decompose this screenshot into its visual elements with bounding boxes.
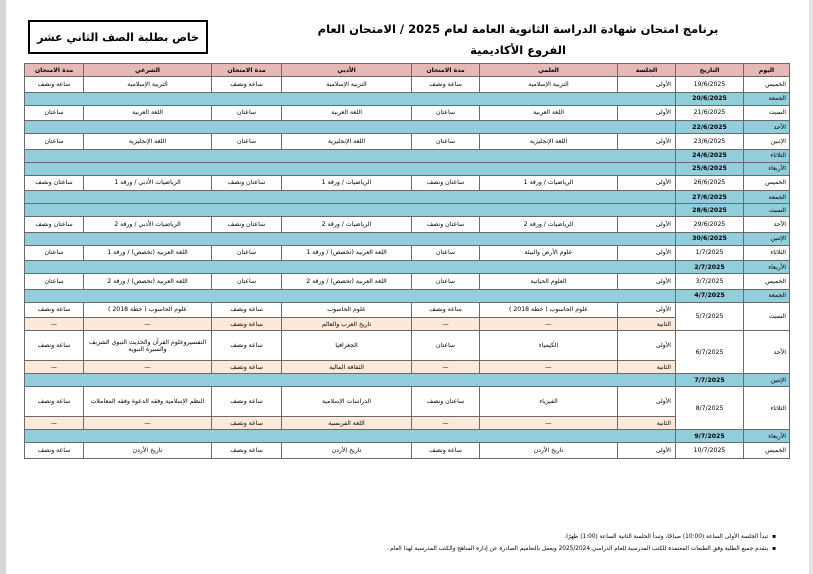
scientific-duration: ساعتان [412,331,480,361]
date-cell: 2/7/2025 [676,261,744,274]
holiday-row [25,92,790,105]
session-cell: الثانية [618,361,676,374]
sharia-duration: ساعة ونصف [25,387,84,417]
literary-subject: اللغة العربية (تخصص) / ورقة 2 [282,274,412,290]
literary-duration: ساعتان ونصف [212,175,282,191]
empty-cell [25,204,676,217]
col-scientific: العلمي [480,64,618,77]
date-cell: 30/6/2025 [676,232,744,245]
empty-cell [25,92,676,105]
col-literary-duration: مدة الامتحان [212,64,282,77]
literary-subject: تاريخ العرب والعالم [282,318,412,331]
header-row [25,64,790,77]
empty-cell [25,261,676,274]
literary-subject: اللغة العربية (تخصص) / ورقة 1 [282,245,412,261]
grade-label-box: خاص بطلبة الصف الثاني عشر [28,20,208,54]
day-cell: الأربعاء [744,261,790,274]
col-sharia-duration: مدة الامتحان [25,64,84,77]
document-page [18,8,798,564]
date-cell: 8/7/2025 [676,387,744,430]
literary-subject: اللغة الفرنسية [282,417,412,430]
session-cell: الأولى [618,302,676,318]
literary-subject: الرياضيات / ورقة 2 [282,217,412,233]
col-scientific-duration: مدة الامتحان [412,64,480,77]
col-date: التاريخ [676,64,744,77]
scientific-duration: — [412,361,480,374]
empty-cell [25,121,676,134]
second-session-row [25,417,790,430]
date-cell: 25/6/2025 [676,162,744,175]
footnotes [36,534,776,558]
sharia-duration: ساعة ونصف [25,331,84,361]
date-cell: 4/7/2025 [676,289,744,302]
holiday-row [25,121,790,134]
date-cell: 28/6/2025 [676,204,744,217]
sharia-duration: ساعتان ونصف [25,175,84,191]
sharia-duration: ساعة ونصف [25,77,84,93]
literary-duration: ساعة ونصف [212,443,282,459]
day-cell: الخميس [744,175,790,191]
sharia-subject: — [84,361,212,374]
day-cell: الإثنين [744,374,790,387]
sharia-duration: ساعتان [25,274,84,290]
page-edge-left [0,0,6,574]
table-row [25,175,790,191]
sharia-subject: علوم الحاسوب ( خطة 2018 ) [84,302,212,318]
col-session: الجلسة [618,64,676,77]
date-cell: 29/6/2025 [676,217,744,233]
date-cell: 19/6/2025 [676,77,744,93]
col-sharia: الشرعي [84,64,212,77]
sharia-duration: ساعتان [25,105,84,121]
sharia-subject: اللغة الإنجليزية [84,134,212,150]
day-cell: الأحد [744,331,790,374]
sharia-subject: التفسيروعلوم القرآن والحديث النبوي الشريف والسيرة النبوية [84,331,212,361]
scientific-duration: ساعة ونصف [412,302,480,318]
day-cell: السبت [744,105,790,121]
scientific-duration: ساعة ونصف [412,77,480,93]
sharia-duration: ساعتان [25,134,84,150]
sharia-duration: — [25,417,84,430]
day-cell: الجمعة [744,191,790,204]
table-row [25,134,790,150]
table-row [25,302,790,318]
session-cell: الأولى [618,217,676,233]
session-cell: الأولى [618,175,676,191]
day-cell: الإثنين [744,134,790,150]
literary-duration: ساعة ونصف [212,331,282,361]
session-cell: الأولى [618,134,676,150]
date-cell: 21/6/2025 [676,105,744,121]
page-title: برنامج امتحان شهادة الدراسة الثانوية العامة لعام 2025 / الامتحان العام [317,22,719,36]
day-cell: الثلاثاء [744,149,790,162]
day-cell: الثلاثاء [744,245,790,261]
scientific-subject: الرياضيات / ورقة 2 [480,217,618,233]
sharia-subject: تاريخ الأردن [84,443,212,459]
day-cell: الإثنين [744,232,790,245]
date-cell: 6/7/2025 [676,331,744,374]
bullet-icon: ▪ [772,534,776,540]
sharia-duration: ساعتان [25,245,84,261]
holiday-row [25,149,790,162]
date-cell: 10/7/2025 [676,443,744,459]
scientific-duration: ساعتان [412,134,480,150]
date-cell: 20/6/2025 [676,92,744,105]
literary-subject: علوم الحاسوب [282,302,412,318]
sharia-subject: — [84,417,212,430]
scientific-subject: — [480,361,618,374]
scientific-subject: — [480,417,618,430]
session-cell: الأولى [618,387,676,417]
second-session-row [25,361,790,374]
scientific-subject: الرياضيات / ورقة 1 [480,175,618,191]
scientific-duration: ساعتان ونصف [412,387,480,417]
empty-cell [25,289,676,302]
session-cell: الثانية [618,318,676,331]
day-cell: الأربعاء [744,162,790,175]
literary-duration: ساعتان [212,105,282,121]
literary-subject: تاريخ الأردن [282,443,412,459]
col-day: اليوم [744,64,790,77]
schedule-body [25,77,790,459]
holiday-row [25,261,790,274]
session-cell: الأولى [618,77,676,93]
table-row [25,443,790,459]
date-cell: 26/6/2025 [676,175,744,191]
literary-subject: اللغة العربية [282,105,412,121]
literary-subject: اللغة الإنجليزية [282,134,412,150]
scientific-duration: ساعتان [412,274,480,290]
scientific-duration: ساعة ونصف [412,443,480,459]
literary-duration: ساعة ونصف [212,387,282,417]
literary-subject: الثقافة المالية [282,361,412,374]
day-cell: السبت [744,204,790,217]
scientific-subject: التربية الإسلامية [480,77,618,93]
sharia-duration: — [25,318,84,331]
session-cell: الأولى [618,245,676,261]
scientific-duration: ساعتان [412,105,480,121]
session-cell: الأولى [618,274,676,290]
table-row [25,77,790,93]
literary-duration: ساعة ونصف [212,417,282,430]
scientific-subject: علوم الأرض والبيئة [480,245,618,261]
day-cell: الخميس [744,443,790,459]
sharia-subject: — [84,318,212,331]
holiday-row [25,162,790,175]
scientific-duration: — [412,417,480,430]
scientific-subject: العلوم الحياتية [480,274,618,290]
literary-duration: ساعتان [212,134,282,150]
literary-duration: ساعة ونصف [212,361,282,374]
literary-subject: الدراسات الإسلامية [282,387,412,417]
literary-subject: التربية الإسلامية [282,77,412,93]
sharia-duration: ساعة ونصف [25,302,84,318]
empty-cell [25,374,676,387]
scientific-duration: ساعتان [412,245,480,261]
scientific-subject: الفيزياء [480,387,618,417]
sharia-duration: ساعة ونصف [25,443,84,459]
day-cell: الأحد [744,121,790,134]
holiday-row [25,204,790,217]
literary-duration: ساعة ونصف [212,318,282,331]
date-cell: 24/6/2025 [676,149,744,162]
col-literary: الأدبي [282,64,412,77]
second-session-row [25,318,790,331]
day-cell: الجمعة [744,289,790,302]
empty-cell [25,149,676,162]
scientific-subject: الكيمياء [480,331,618,361]
bullet-icon: ▪ [772,546,776,552]
sharia-duration: ساعتان ونصف [25,217,84,233]
literary-duration: ساعتان [212,274,282,290]
sharia-subject: النظم الإسلامية وفقه الدعوة وفقه المعاملات [84,387,212,417]
holiday-row [25,289,790,302]
date-cell: 3/7/2025 [676,274,744,290]
literary-duration: ساعة ونصف [212,77,282,93]
scientific-subject: اللغة العربية [480,105,618,121]
footnote-text: تبدأ الجلسة الأولى الساعة (10:00) صباحًا، وتبدأ الجلسة الثانية الساعة (1:00) ظهرًا. [564,534,769,540]
scientific-duration: — [412,318,480,331]
literary-subject: الجغرافيا [282,331,412,361]
literary-duration: ساعة ونصف [212,302,282,318]
holiday-row [25,430,790,443]
sharia-subject: اللغة العربية (تخصص) / ورقة 2 [84,274,212,290]
sharia-subject: اللغة العربية (تخصص) / ورقة 1 [84,245,212,261]
table-row [25,331,790,361]
date-cell: 22/6/2025 [676,121,744,134]
footnote [36,546,776,552]
day-cell: الجمعة [744,92,790,105]
sharia-subject: الرياضيات الأدبي / ورقة 1 [84,175,212,191]
day-cell: السبت [744,302,790,331]
session-cell: الثانية [618,417,676,430]
sharia-duration: — [25,361,84,374]
date-cell: 9/7/2025 [676,430,744,443]
scientific-subject: اللغة الإنجليزية [480,134,618,150]
holiday-row [25,191,790,204]
holiday-row [25,374,790,387]
day-cell: الأربعاء [744,430,790,443]
footnote-text: يتقدم جميع الطلبة وفق الطبعات المعتمدة للكتب المدرسية للعام الدراسي 2025/2024 ويعمل بالتعاميم الصادرة عن إدارة المناهج والكتب المدرسية لهذا العام . [386,546,769,552]
literary-subject: الرياضيات / ورقة 1 [282,175,412,191]
table-row [25,387,790,417]
session-cell: الأولى [618,443,676,459]
session-cell: الأولى [618,105,676,121]
table-row [25,245,790,261]
scientific-duration: ساعتان ونصف [412,175,480,191]
date-cell: 7/7/2025 [676,374,744,387]
date-cell: 5/7/2025 [676,302,744,331]
scientific-subject: علوم الحاسوب ( خطة 2018 ) [480,302,618,318]
day-cell: الخميس [744,77,790,93]
footnote [36,534,776,540]
date-cell: 23/6/2025 [676,134,744,150]
exam-schedule-table [24,63,790,459]
empty-cell [25,162,676,175]
literary-duration: ساعتان ونصف [212,217,282,233]
date-cell: 1/7/2025 [676,245,744,261]
scientific-subject: تاريخ الأردن [480,443,618,459]
scientific-duration: ساعتان ونصف [412,217,480,233]
session-cell: الأولى [618,331,676,361]
table-row [25,105,790,121]
day-cell: الخميس [744,274,790,290]
holiday-row [25,232,790,245]
empty-cell [25,191,676,204]
sharia-subject: التربية الإسلامية [84,77,212,93]
empty-cell [25,430,676,443]
day-cell: الأحد [744,217,790,233]
page-subtitle: الفروع الأكاديمية [470,43,566,57]
page-edge-right [809,0,813,574]
table-row [25,274,790,290]
date-cell: 27/6/2025 [676,191,744,204]
sharia-subject: اللغة العربية [84,105,212,121]
empty-cell [25,232,676,245]
scientific-subject: — [480,318,618,331]
literary-duration: ساعتان [212,245,282,261]
sharia-subject: الرياضيات الأدبي / ورقة 2 [84,217,212,233]
table-row [25,217,790,233]
day-cell: الثلاثاء [744,387,790,430]
